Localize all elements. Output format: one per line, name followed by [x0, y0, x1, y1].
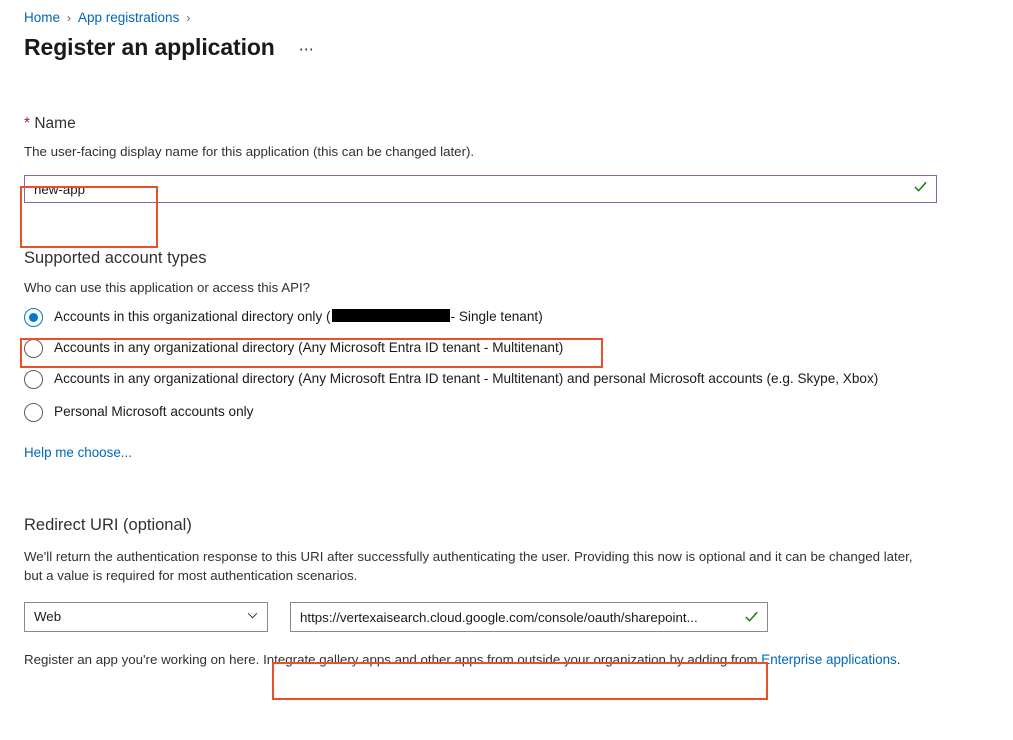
page-title: Register an application: [24, 34, 275, 60]
breadcrumb: [24, 0, 989, 26]
name-input[interactable]: [24, 175, 937, 203]
title-row: [24, 34, 989, 61]
enterprise-applications-link[interactable]: Enterprise applications: [761, 652, 897, 667]
redirect-uri-description: We'll return the authentication response to this URI after successfully authenticating the user. Providing this now is optional and it can be changed later, but a value is required for most authentication scenarios.: [24, 549, 913, 583]
radio-option-personal-only[interactable]: [24, 402, 989, 422]
name-label-text: Name: [34, 115, 76, 132]
redirect-uri-field-wrap: [290, 602, 768, 632]
platform-select[interactable]: Web: [24, 602, 268, 632]
footer-note: [24, 652, 989, 667]
name-field-wrap: [24, 175, 937, 203]
redirect-uri-input[interactable]: [290, 602, 768, 632]
required-marker: *: [24, 115, 31, 132]
radio-button-multitenant[interactable]: [24, 339, 43, 358]
radio-label-multitenant-personal: Accounts in any organizational directory (Any Microsoft Entra ID tenant - Multitenant) and personal Microsoft accounts (e.g. Skype, Xbox): [54, 371, 879, 386]
redirect-uri-heading: Redirect URI (optional): [24, 516, 192, 534]
breadcrumb-item-app-registrations[interactable]: App registrations: [78, 10, 180, 25]
redacted-tenant-name: [332, 309, 450, 322]
redirect-uri-row: [24, 602, 989, 632]
radio-option-multitenant[interactable]: [24, 338, 989, 358]
name-label: [24, 115, 989, 133]
platform-select-wrap: [24, 602, 268, 632]
account-type-radio-group: [24, 307, 989, 422]
radio-label-single-tenant-prefix: Accounts in this organizational directory only (: [54, 309, 331, 324]
radio-label-personal-only: Personal Microsoft accounts only: [54, 404, 254, 419]
radio-label-single-tenant: [54, 307, 543, 326]
radio-label-multitenant: Accounts in any organizational directory (Any Microsoft Entra ID tenant - Multitenant): [54, 340, 564, 355]
supported-account-types-question: Who can use this application or access this API?: [24, 280, 311, 295]
help-me-choose-row: [24, 444, 989, 462]
annotation-box-redirect-uri: [272, 662, 768, 700]
supported-account-types-heading: Supported account types: [24, 249, 207, 267]
name-description: The user-facing display name for this application (this can be changed later).: [24, 144, 475, 159]
breadcrumb-separator-icon: ›: [67, 10, 72, 25]
help-me-choose-link[interactable]: Help me choose...: [24, 445, 132, 460]
radio-button-multitenant-personal[interactable]: [24, 370, 43, 389]
radio-option-single-tenant[interactable]: [24, 307, 989, 327]
breadcrumb-item-home[interactable]: Home: [24, 10, 61, 25]
footer-note-text-before: Register an app you're working on here. Integrate gallery apps and other apps from outside your organization by adding from: [24, 652, 762, 667]
breadcrumb-separator-icon-2: ›: [186, 10, 191, 25]
radio-button-personal-only[interactable]: [24, 403, 43, 422]
radio-button-single-tenant[interactable]: [24, 308, 43, 327]
radio-option-multitenant-personal[interactable]: [24, 369, 989, 389]
radio-label-single-tenant-suffix: - Single tenant): [450, 309, 543, 324]
footer-note-text-after: .: [896, 652, 901, 667]
more-options-icon[interactable]: ⋯: [298, 40, 316, 58]
